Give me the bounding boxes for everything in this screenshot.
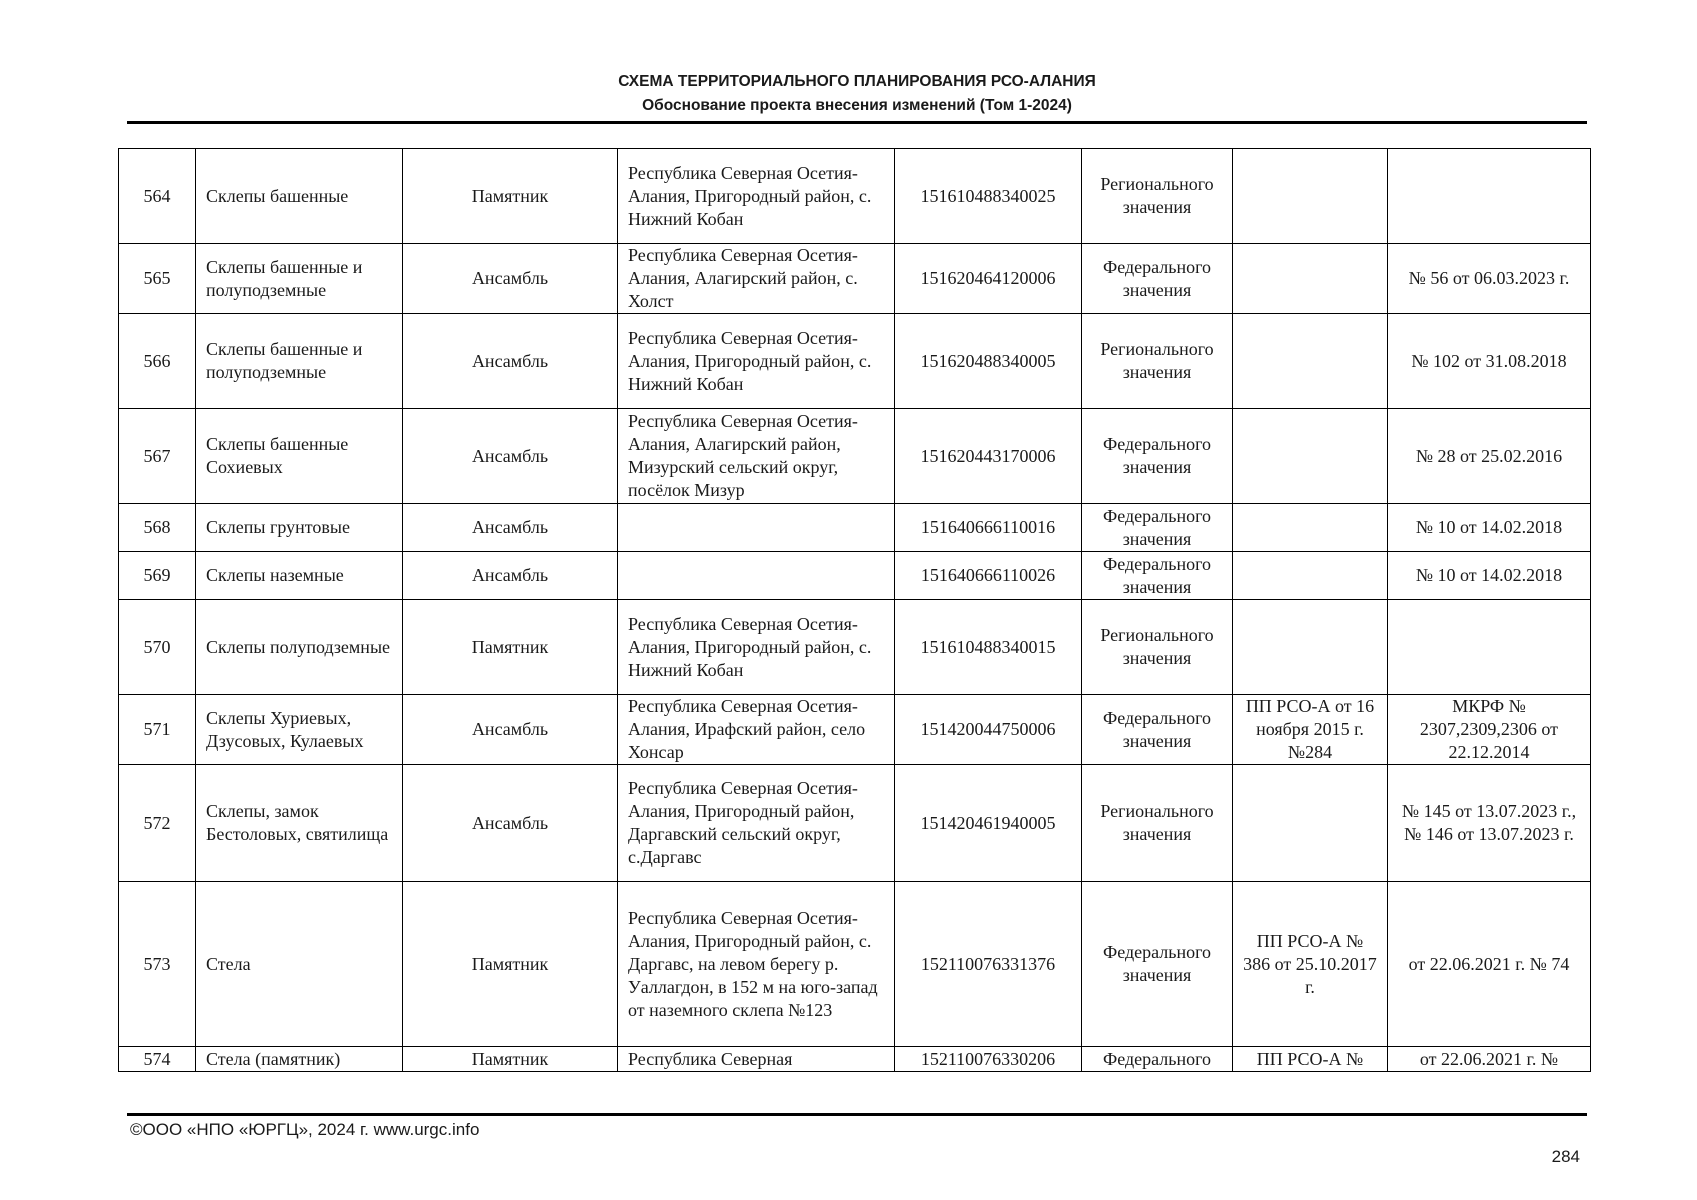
object-address [618, 552, 895, 600]
table-row [119, 765, 1591, 882]
object-address: Республика Северная Осетия-Алания, Пригородный район, с. Нижний Кобан [618, 149, 895, 244]
table-row [119, 882, 1591, 1047]
protection-act: ПП РСО-А № 386 от 25.10.2017 г. [1233, 882, 1388, 1047]
object-type: Памятник [403, 882, 618, 1047]
object-address: Республика Северная Осетия-Алания, Алагирский район, с. Холст [618, 244, 895, 314]
heritage-objects-table [118, 148, 1591, 1072]
protection-act [1233, 765, 1388, 882]
table-body [119, 149, 1591, 1072]
page-number: 284 [1551, 1147, 1580, 1166]
row-number: 566 [119, 314, 196, 409]
registration-order: от 22.06.2021 г. № 74 [1388, 882, 1591, 1047]
registry-code: 151610488340015 [895, 600, 1082, 695]
object-address: Республика Северная Осетия-Алания, Пригородный район, Даргавский сельский округ, с.Даргавс [618, 765, 895, 882]
object-address: Республика Северная Осетия-Алания, Ирафский район, село Хонсар [618, 695, 895, 765]
registry-code: 152110076330206 [895, 1047, 1082, 1072]
registration-order: № 28 от 25.02.2016 [1388, 409, 1591, 504]
object-name: Склепы, замок Бестоловых, святилища [196, 765, 403, 882]
object-address: Республика Северная Осетия-Алания, Пригородный район, с. Даргавс, на левом берегу р. Уаллагдон, в 152 м на юго-запад от наземного склепа №123 [618, 882, 895, 1047]
registration-order: № 10 от 14.02.2018 [1388, 552, 1591, 600]
registry-code: 151420044750006 [895, 695, 1082, 765]
table-row [119, 1047, 1591, 1072]
registration-order: № 10 от 14.02.2018 [1388, 504, 1591, 552]
object-type: Ансамбль [403, 314, 618, 409]
table-row [119, 552, 1591, 600]
significance-category: Федерального [1082, 1047, 1233, 1072]
registration-order: МКРФ № 2307,2309,2306 от 22.12.2014 [1388, 695, 1591, 765]
protection-act [1233, 244, 1388, 314]
object-type: Памятник [403, 600, 618, 695]
object-address: Республика Северная Осетия-Алания, Пригородный район, с. Нижний Кобан [618, 600, 895, 695]
significance-category: Федерального значения [1082, 552, 1233, 600]
registry-code: 151620488340005 [895, 314, 1082, 409]
registration-order [1388, 600, 1591, 695]
protection-act: ПП РСО-А № [1233, 1047, 1388, 1072]
registration-order: № 145 от 13.07.2023 г., № 146 от 13.07.2023 г. [1388, 765, 1591, 882]
object-address [618, 504, 895, 552]
object-type: Ансамбль [403, 244, 618, 314]
row-number: 565 [119, 244, 196, 314]
row-number: 572 [119, 765, 196, 882]
registry-code: 151420461940005 [895, 765, 1082, 882]
row-number: 567 [119, 409, 196, 504]
header-subtitle: Обоснование проекта внесения изменений (Том 1-2024) [642, 97, 1072, 114]
row-number: 570 [119, 600, 196, 695]
significance-category: Регионального значения [1082, 765, 1233, 882]
object-type: Ансамбль [403, 765, 618, 882]
object-type: Памятник [403, 149, 618, 244]
object-name: Склепы башенные и полуподземные [196, 314, 403, 409]
row-number: 568 [119, 504, 196, 552]
registry-code: 151620443170006 [895, 409, 1082, 504]
protection-act [1233, 149, 1388, 244]
row-number: 569 [119, 552, 196, 600]
object-name: Склепы грунтовые [196, 504, 403, 552]
table-row [119, 695, 1591, 765]
object-address: Республика Северная [618, 1047, 895, 1072]
significance-category: Федерального значения [1082, 504, 1233, 552]
significance-category: Федерального значения [1082, 695, 1233, 765]
object-type: Ансамбль [403, 504, 618, 552]
protection-act [1233, 600, 1388, 695]
registration-order: № 56 от 06.03.2023 г. [1388, 244, 1591, 314]
header-divider [127, 121, 1587, 124]
object-type: Ансамбль [403, 695, 618, 765]
registry-code: 151620464120006 [895, 244, 1082, 314]
protection-act [1233, 552, 1388, 600]
object-address: Республика Северная Осетия-Алания, Алагирский район, Мизурский сельский округ, посёлок Мизур [618, 409, 895, 504]
row-number: 573 [119, 882, 196, 1047]
object-name: Склепы башенные и полуподземные [196, 244, 403, 314]
object-type: Памятник [403, 1047, 618, 1072]
object-name: Стела (памятник) [196, 1047, 403, 1072]
protection-act [1233, 409, 1388, 504]
registration-order [1388, 149, 1591, 244]
table-row [119, 504, 1591, 552]
table-row [119, 314, 1591, 409]
footer-copyright: ©ООО «НПО «ЮРГЦ», 2024 г. www.urgc.info [130, 1120, 480, 1139]
row-number: 564 [119, 149, 196, 244]
protection-act: ПП РСО-А от 16 ноября 2015 г. №284 [1233, 695, 1388, 765]
footer-divider [127, 1113, 1587, 1116]
row-number: 571 [119, 695, 196, 765]
row-number: 574 [119, 1047, 196, 1072]
significance-category: Регионального значения [1082, 314, 1233, 409]
object-address: Республика Северная Осетия-Алания, Пригородный район, с. Нижний Кобан [618, 314, 895, 409]
table-row [119, 149, 1591, 244]
protection-act [1233, 314, 1388, 409]
registry-code: 152110076331376 [895, 882, 1082, 1047]
object-name: Склепы полуподземные [196, 600, 403, 695]
object-name: Склепы башенные [196, 149, 403, 244]
significance-category: Федерального значения [1082, 882, 1233, 1047]
object-type: Ансамбль [403, 409, 618, 504]
object-name: Склепы башенные Сохиевых [196, 409, 403, 504]
significance-category: Федерального значения [1082, 244, 1233, 314]
significance-category: Регионального значения [1082, 149, 1233, 244]
object-name: Склепы Хуриевых, Дзусовых, Кулаевых [196, 695, 403, 765]
object-name: Склепы наземные [196, 552, 403, 600]
table-row [119, 244, 1591, 314]
registration-order: от 22.06.2021 г. № [1388, 1047, 1591, 1072]
significance-category: Регионального значения [1082, 600, 1233, 695]
significance-category: Федерального значения [1082, 409, 1233, 504]
registration-order: № 102 от 31.08.2018 [1388, 314, 1591, 409]
header-title: СХЕМА ТЕРРИТОРИАЛЬНОГО ПЛАНИРОВАНИЯ РСО-АЛАНИЯ [618, 73, 1096, 90]
table-row [119, 600, 1591, 695]
registry-code: 151640666110016 [895, 504, 1082, 552]
object-name: Стела [196, 882, 403, 1047]
registry-code: 151610488340025 [895, 149, 1082, 244]
object-type: Ансамбль [403, 552, 618, 600]
protection-act [1233, 504, 1388, 552]
table-row [119, 409, 1591, 504]
registry-code: 151640666110026 [895, 552, 1082, 600]
document-header [127, 70, 1587, 118]
